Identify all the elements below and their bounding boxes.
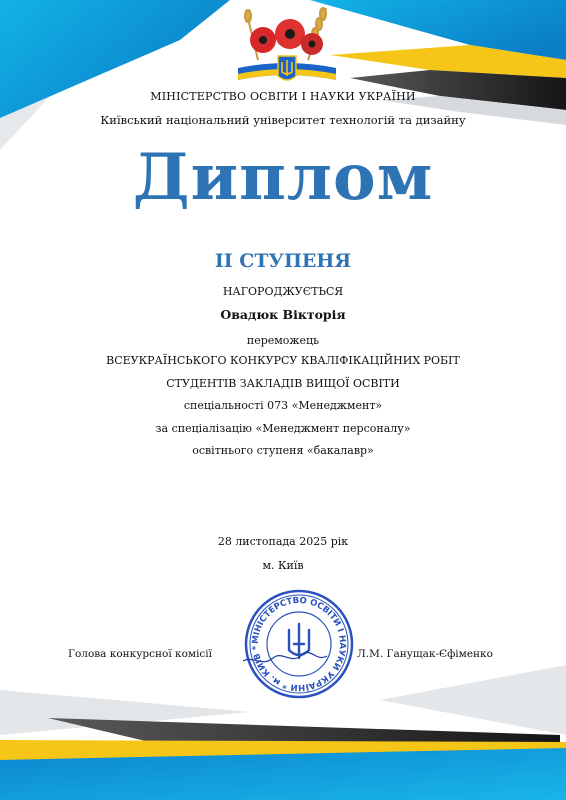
poppy-trident-emblem	[228, 0, 346, 92]
official-stamp	[243, 588, 355, 700]
chair-label: Голова конкурсної комісії	[68, 648, 213, 660]
ministry-name: МІНІСТЕРСТВО ОСВІТИ І НАУКИ УКРАЇНИ	[150, 90, 416, 103]
specialization-line: за спеціалізацію «Менеджмент персоналу»	[155, 422, 411, 435]
diploma-degree: ІІ СТУПЕНЯ	[214, 250, 352, 272]
chair-name: Л.М. Ганущак-Єфіменко	[357, 648, 493, 660]
award-date: 28 листопада 2025 рік	[217, 535, 349, 548]
contest-name-line2: СТУДЕНТІВ ЗАКЛАДІВ ВИЩОЇ ОСВІТИ	[166, 377, 400, 390]
education-level-line: освітнього ступеня «бакалавр»	[192, 444, 374, 457]
svg-text:МІНІСТЕРСТВО ОСВІТИ І НАУКИ УК: МІНІСТЕРСТВО ОСВІТИ І НАУКИ УКРАЇНИ * м. КИЇВ *	[250, 595, 348, 693]
awarded-label: НАГОРОДЖУЄТЬСЯ	[222, 285, 344, 298]
award-city: м. Київ	[262, 559, 304, 572]
university-name: Київський національний університет технологій та дизайну	[100, 113, 466, 127]
recipient-role: переможець	[246, 334, 320, 347]
contest-name-line1: ВСЕУКРАЇНСЬКОГО КОНКУРСУ КВАЛІФІКАЦІЙНИХ РОБІТ	[106, 354, 460, 367]
recipient-name: Овадюк Вікторія	[220, 307, 346, 322]
diploma-title: Диплом	[132, 140, 434, 215]
specialty-line: спеціальності 073 «Менеджмент»	[183, 399, 383, 412]
bottom-right-gray	[380, 665, 566, 735]
